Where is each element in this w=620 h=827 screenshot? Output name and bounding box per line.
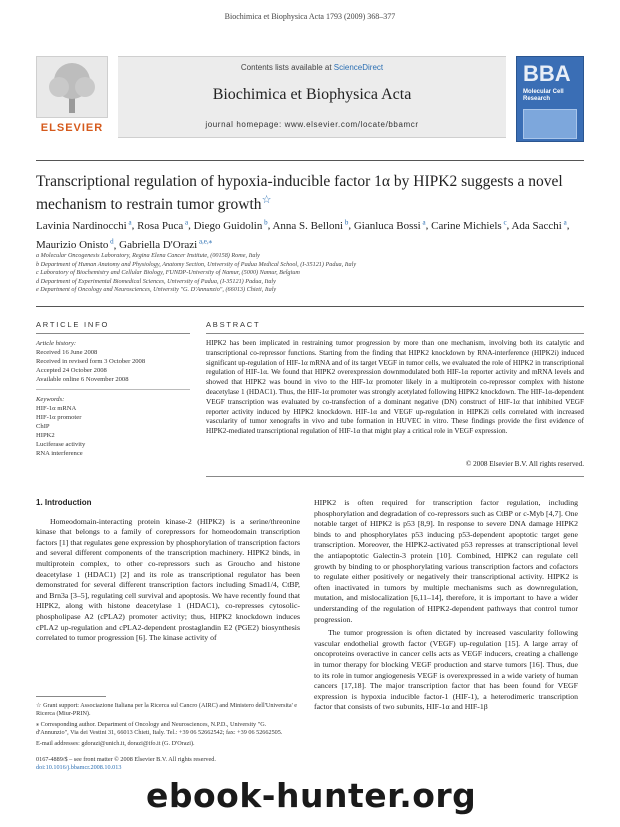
abstract-text: HIPK2 has been implicated in restraining tumor progression by more than one mechanism, involving both its catalytic and transcriptional co-repressor functions. Starting from the finding that HIPK2 knockdown by RNA-interference (HIPK2i) induced significant up-regulation of HIF-1α mRNA and of its target VEGF in tumor cells, we evaluated the role of HIPK2 in transcriptional regulation of HIF-1α. We found that HIPK2 overexpression downmodulated both HIF-1α reporter activity and mRNA levels and showed that HIPK2 was bound in vivo to the HIF-1α promoter likely in a multiprotein co-repressor complex with histone deacetylase 1 (HDAC1). Thus, the HIF-1α promoter was strongly acetylated following HIPK2 knockdown. The HIF-1α-dependent VEGF transcription was evaluated by co-transfection of a dominant negative (DN) construct of HIF-1α that inhibited VEGF reporter activity induced by HIPK2 knockdown. HIF-1α and VEGF up-regulation in HIPK2i cells correlated with increased vascularity of tumor xenografts in vivo and tube formation in HUVEC in vitro. These findings provide the first evidence of HIPK2-mediated transcriptional regulation of HIF-1α that might play a critical role in VEGF expression. xyxy=(206,339,584,436)
cover-bba: BBA xyxy=(523,61,571,86)
author-name-text: Gianluca Bossi xyxy=(353,219,421,232)
cover-image xyxy=(523,109,577,139)
author-name xyxy=(354,220,426,232)
author-name xyxy=(511,220,566,232)
elsevier-wordmark: ELSEVIER xyxy=(40,122,104,134)
history-item: Received in revised form 3 October 2008 xyxy=(36,358,146,365)
body-paragraph: Homeodomain-interacting protein kinase-2 (HIPK2) is a serine/threonine kinase that belongs to a family of corepressors for homeodomain transcription factors [1] that regulates gene expression by phosphorylation of transcription factors and several different components of the transcription machinery. HIPK2 binds, in multiprotein complex, to other co-repressors such as Groucho and histone deacetylase 1 (HDAC1) [2] and its role as transcriptional regulator has been demonstrated for several different transcription factors including Smad1/4, CtBP, and Brn3a [3–5], regulating cell survival and apoptosis. We have recently found that HIPK2, along with histone deacetylase 1 (HDAC1), co-represses cytosolic-phospholipase A2 (cPLA2) promoter activity; thus, HIPK2 knockdown induces cPLA2 up-regulation and cPLA2-dependent prostaglandin E2 (PGE2) biosynthesis correlated to tumor progression [6]. The kinase activity of xyxy=(36,516,300,643)
section-heading: 1. Introduction xyxy=(36,498,92,507)
author-affiliation-mark[interactable]: b xyxy=(343,218,349,226)
keyword-item: HIF-1α mRNA xyxy=(36,405,77,412)
abstract-heading: ABSTRACT xyxy=(206,320,261,329)
footnotes xyxy=(36,702,300,750)
history-item: Received 16 June 2008 xyxy=(36,349,98,356)
masthead-rule xyxy=(36,160,584,161)
author-affiliation-mark[interactable]: a,e,⁎ xyxy=(197,237,213,246)
keywords-label: Keywords: xyxy=(36,396,65,403)
contents-line xyxy=(118,63,506,72)
author-name-text: Rosa Puca xyxy=(137,219,184,232)
elsevier-tree-emblem xyxy=(36,56,108,118)
article-info-separator xyxy=(36,389,190,390)
sciencedirect-link[interactable]: ScienceDirect xyxy=(333,63,384,72)
affiliation-line: c Laboratory of Biochemistry and Cellular Biology, FUNDP-University of Namur, (5000) Namur, Belgium xyxy=(36,269,300,277)
cover-subtitle: Molecular Cell Research xyxy=(523,89,564,102)
issn-line xyxy=(36,756,300,773)
grant-footnote: ☆ Grant support: Associazione Italiana per la Ricerca sul Cancro (AIRC) and Ministero dell'Universita' e Ricerca (Miur-PRIN). xyxy=(36,702,298,718)
journal-cover xyxy=(516,56,584,142)
affiliation-line: b Department of Human Anatomy and Physiology, Anatomy Section, University of Padua Medical School, (I-35121) Padua, Italy xyxy=(36,260,357,268)
running-head: Biochimica et Biophysica Acta 1793 (2009) 368–377 xyxy=(224,12,396,21)
article-info xyxy=(36,339,190,458)
affiliation-line: a Molecular Oncogenesis Laboratory, Regina Elena Cancer Institute, (00158) Rome, Italy xyxy=(36,252,260,259)
body-paragraph: HIPK2 is often required for transcription factor regulation, including phosphorylation and degradation of co-repressors such as CtBP or c-Myb [4,7]. One notable target of HIPK2 is p53 [8,9]. In response to severe DNA damage HIPK2 binds to and phosphorylates p53 inducing p53-dependent apoptotic target gene transcription. Moreover, the HIPK2-activated p53 represses at transcriptional level the antiapoptotic Galectin-3 protein [10]. Combined, HIPK2 can regulate cell growth by binding to or phosphorylating various transcription factors and cofactors to regulate either positively or negatively their transcriptional activity. HIPK2 is often inactivated in tumors by multiple mechanisms such as downregulation, mutation, and mislocalization [6,11–14], therefore, it is important to have a wider understanding of the regulation of HIPK2-dependent pathways that control tumor progression. xyxy=(314,498,578,624)
author-affiliation-mark[interactable]: a xyxy=(561,218,567,226)
author-name xyxy=(36,220,132,232)
article-info-rule xyxy=(36,333,190,334)
article-title xyxy=(36,172,596,214)
author-name xyxy=(137,220,188,232)
keyword-item: RNA interference xyxy=(36,450,83,457)
author-name-text: Carine Michiels xyxy=(431,219,502,232)
author-name-text: Anna S. Belloni xyxy=(272,219,344,232)
journal-homepage[interactable]: journal homepage: www.elsevier.com/locate/bbamcr xyxy=(205,120,419,129)
email-footnote[interactable]: E-mail addresses: gdorazi@unich.it, dorazi@ifo.it (G. D'Orazi). xyxy=(36,739,195,747)
masthead-center xyxy=(118,56,506,138)
author-affiliation-mark[interactable]: b xyxy=(262,218,268,226)
author-name xyxy=(272,220,348,232)
author-name xyxy=(194,220,268,232)
body-paragraph: The tumor progression is often dictated by increased vascularity following vascular endothelial growth factor (VEGF) up-regulation [15]. A large array of oncoproteins overactive in cancer cells acts as VEGF inducers, creating a challenge in tumor therapy for blocking VEGF production and starve tumors [16]. Thus, due to its role in tumor angiogenesis VEGF is overexpressed in a wide variety of human cancers [17,18]. The major transcription factor that has been found for VEGF expression is hypoxia inducible factor-1 (HIF-1), a heterodimeric transcription factor that consists of two subunits, HIF-1α and HIF-1β xyxy=(314,628,578,712)
author-affiliation-mark[interactable]: a xyxy=(420,218,426,226)
body-column-left xyxy=(36,498,300,647)
title-footnote-star[interactable]: ☆ xyxy=(261,194,272,206)
corresponding-footnote: ⁎ Corresponding author. Department of Oncology and Neurosciences, N.P.D., University "G. d'Annunzio", Via dei Vestini 31, 66013 Chieti, Italy. Tel.: +39 06 52662542; fax: +39 06 52662505. xyxy=(36,720,283,737)
keyword-list xyxy=(36,404,190,458)
author-list: Lavinia Nardinocchi $^a$, Rosa Puca $^a$, Diego Guidolin $^b$, Anna S. Belloni $^b$, Gianluca Bossi $^a$, Carine Michiels $^c$, Ada Sacchi $^a$, Maurizio Onisto $^d$, Gabriella D'Orazi $^{a,e,⁎}$ xyxy=(36,218,570,252)
author-name-text: Diego Guidolin xyxy=(193,219,263,232)
affiliation-line: d Department of Experimental Biomedical Sciences, University of Padua, (I-35121) Padua, Italy xyxy=(36,277,276,285)
front-matter-line: 0167-4889/$ – see front matter © 2008 Elsevier B.V. All rights reserved. xyxy=(36,756,216,763)
keyword-item: ChIP xyxy=(36,423,50,430)
elsevier-logo xyxy=(36,56,108,142)
journal-masthead xyxy=(36,56,584,146)
watermark: ebook-hunter.org xyxy=(146,776,477,815)
history-item: Accepted 24 October 2008 xyxy=(36,367,107,374)
tree-icon xyxy=(37,57,107,117)
author-affiliation-mark[interactable]: a xyxy=(183,218,189,226)
keyword-item: Luciferase activity xyxy=(36,441,86,448)
header-rule xyxy=(36,306,584,307)
journal-title: Biochimica et Biophysica Acta xyxy=(212,86,412,103)
body-column-right xyxy=(314,498,578,716)
keyword-item: HIF-1α promoter xyxy=(36,414,82,421)
author-affiliation-mark[interactable]: d xyxy=(108,237,114,246)
abstract-bottom-rule xyxy=(206,476,584,477)
affiliation-list xyxy=(36,252,596,295)
contents-prefix: Contents lists available at xyxy=(240,63,334,72)
author-name-text: Ada Sacchi xyxy=(511,219,562,232)
author-affiliation-mark[interactable]: c xyxy=(501,218,507,226)
article-title-text: Transcriptional regulation of hypoxia-inducible factor 1α by HIPK2 suggests a novel mechanism to restrain tumor growth xyxy=(36,173,563,214)
abstract-rule xyxy=(206,333,584,334)
author-name xyxy=(119,239,212,251)
history-label: Article history: xyxy=(36,340,77,347)
keyword-item: HIPK2 xyxy=(36,432,55,439)
author-name xyxy=(36,239,114,251)
affiliation-line: e Department of Oncology and Neurosciences, University "G. D'Annunzio", (66013) Chieti, Italy xyxy=(36,286,277,294)
author-name-text: Maurizio Onisto xyxy=(36,239,109,252)
history-item: Available online 6 November 2008 xyxy=(36,376,129,383)
author-name-text: Lavinia Nardinocchi xyxy=(36,219,127,232)
history-list xyxy=(36,348,190,384)
abstract-copyright: © 2008 Elsevier B.V. All rights reserved. xyxy=(465,460,584,468)
author-name-text: Gabriella D'Orazi xyxy=(119,239,198,252)
author-name xyxy=(431,220,506,232)
doi-link[interactable]: doi:10.1016/j.bbamcr.2008.10.013 xyxy=(36,764,122,772)
author-affiliation-mark[interactable]: a xyxy=(126,218,132,226)
footnote-rule xyxy=(36,696,106,697)
article-info-heading: ARTICLE INFO xyxy=(36,320,110,329)
